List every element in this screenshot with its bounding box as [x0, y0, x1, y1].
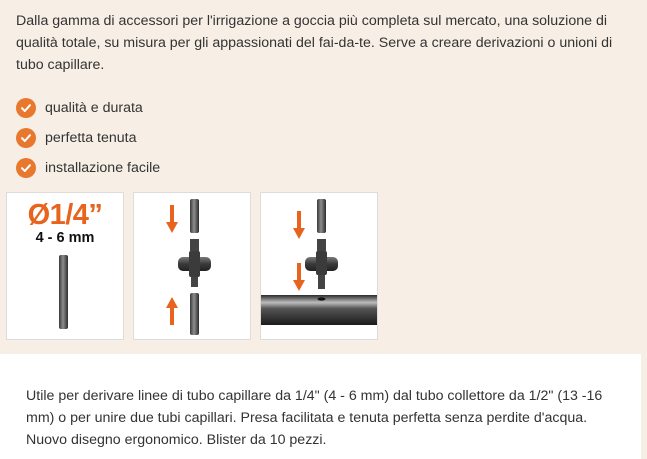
mm-label: 4 - 6 mm — [35, 230, 95, 246]
feature-list — [16, 93, 160, 183]
diameter-label: Ø1/4” — [27, 199, 103, 231]
feature-item — [16, 123, 160, 153]
check-icon — [16, 98, 36, 118]
join-illustration — [134, 193, 250, 339]
product-thumbnail-join[interactable] — [133, 192, 251, 340]
product-thumbnail-derivation[interactable] — [260, 192, 378, 340]
feature-label: qualità e durata — [45, 100, 143, 116]
feature-label: perfetta tenuta — [45, 130, 137, 146]
product-thumbnail-diameter[interactable] — [6, 192, 124, 340]
description-text: Utile per derivare linee di tubo capillare da 1/4" (4 - 6 mm) dal tubo collettore da 1/2" (13 -16 mm) o per unire due tubi capillari. Presa facilitata e tenuta perfetta senza perdite d'acqua. Nuovo disegno ergonomico. Blister da 10 pezzi. — [26, 388, 603, 448]
feature-label: installazione facile — [45, 160, 161, 176]
check-icon — [16, 128, 36, 148]
check-icon — [16, 158, 36, 178]
feature-item — [16, 153, 160, 183]
derivation-illustration — [261, 193, 377, 339]
feature-item — [16, 93, 160, 123]
description-panel — [0, 354, 641, 459]
capillary-tube-illustration — [7, 193, 123, 339]
intro-text: Dalla gamma di accessori per l'irrigazione a goccia più completa sul mercato, una soluzione di qualità totale, su misura per gli appassionati del fai-da-te. Serve a creare derivazioni o unioni di tubo capillare. — [16, 13, 613, 73]
